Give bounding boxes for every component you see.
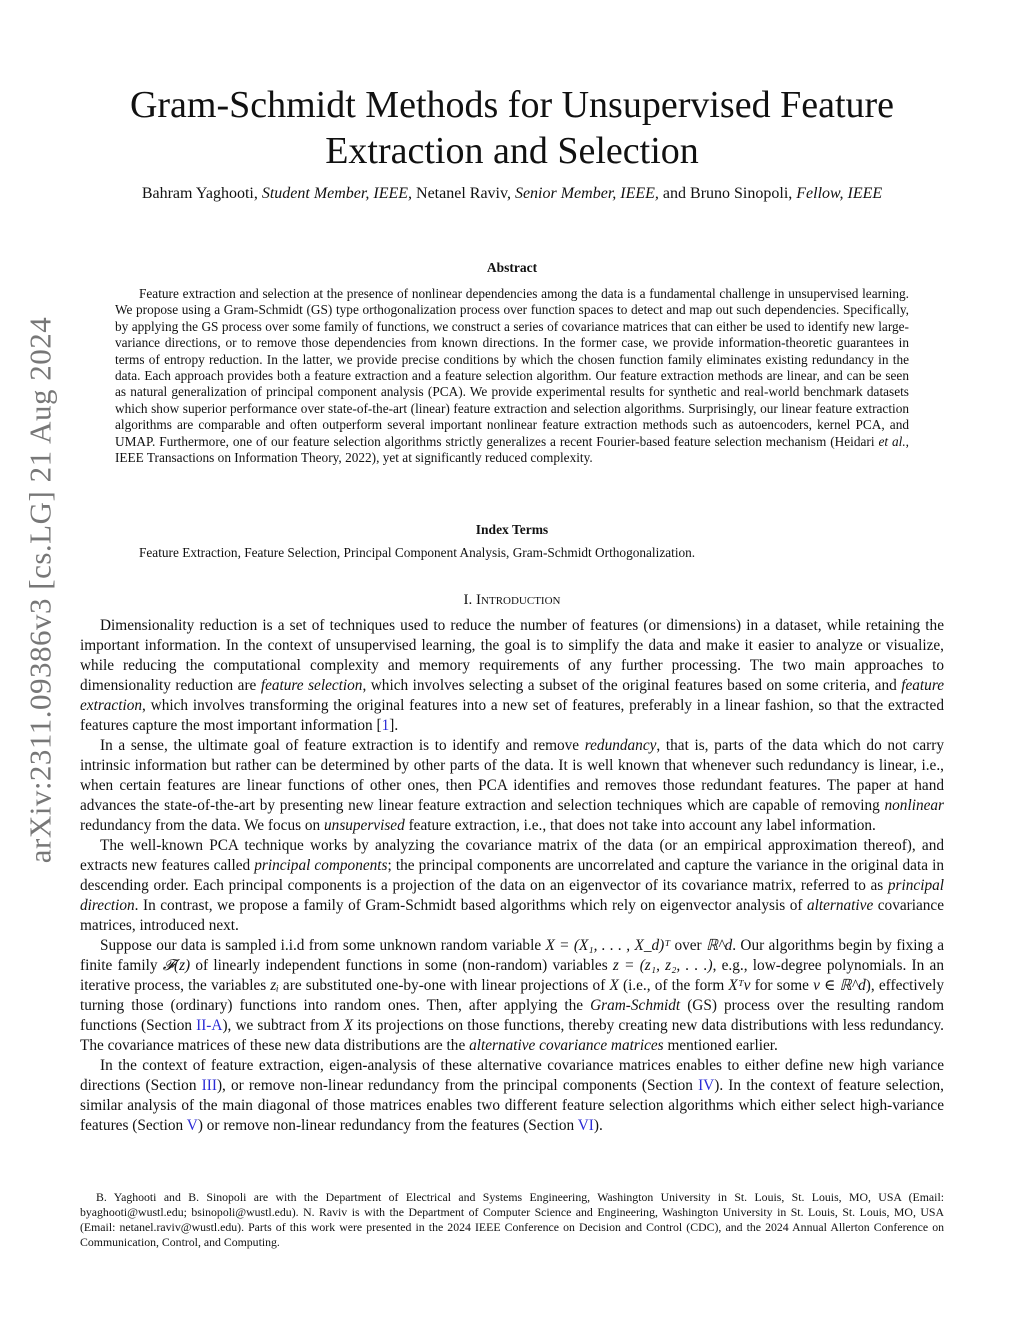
index-terms-heading: Index Terms [475,522,549,537]
math-inline: 𝓕(z) [162,957,191,974]
arxiv-sidebar [10,230,70,950]
arxiv-identifier: arXiv:2311.09386v3 [cs.LG] 21 Aug 2024 [22,316,58,864]
math-inline: zᵢ [270,977,279,994]
section-heading-introduction: I. Introduction [463,592,561,608]
math-inline: Xᵀν [728,977,751,994]
section-link-VI[interactable]: VI [577,1117,594,1134]
author-3-role: Fellow, IEEE [796,185,883,202]
citation-link-1[interactable]: 1 [381,717,390,734]
author-list [60,185,964,203]
section-link-III[interactable]: III [201,1077,217,1094]
math-inline: X [609,977,619,994]
math-inline: z = (z₁, z₂, . . .) [612,957,713,974]
section-link-IV[interactable]: IV [698,1077,715,1094]
author-conjunction: and [662,185,687,202]
intro-paragraph-4: Suppose our data is sampled i.i.d from some unknown random variable X = (X₁, . . . , X_d)ᵀ over ℝ^d. Our algorithms begin by fixing a finite family 𝓕(z) of linearly independent functions in some (non-random) variables z = (z₁, z₂, . . .), e.g., low-degree polynomials. In an iterative process, the variables zᵢ are substituted one-by-one with linear projections of X (i.e., of the form Xᵀν for some ν ∈ ℝ^d), effectively turning those (ordinary) functions into random ones. Then, after applying the Gram-Schmidt (GS) process over the resulting random functions (Section II-A), we subtract from X its projections on those functions, thereby creating new data distributions with less redundancy. The covariance matrices of these new data distributions are the alternative covariance matrices mentioned earlier. [80,937,944,1054]
index-terms-text: Feature Extraction, Feature Selection, Principal Component Analysis, Gram-Schmidt Orthogonalization. [139,545,696,560]
intro-paragraph-1: Dimensionality reduction is a set of techniques used to reduce the number of features (or dimensions) in a dataset, while retaining the important information. In the context of unsupervised learning, the goal is to simplify the data and make it easier to analyze or visualize, while reducing the computational complexity and memory requirements of any further processing. The two main approaches to dimensionality reduction are feature selection, which involves selecting a subset of the original features based on some criteria, and feature extraction, which involves transforming the original features into a new set of features, preferably in a linear fashion, so that the extracted features capture the most important information [1]. [80,617,944,734]
author-2-name: Netanel Raviv, [416,185,511,202]
section-link-II-A[interactable]: II-A [196,1017,223,1034]
abstract-text: Feature extraction and selection at the presence of nonlinear dependencies among the data is a fundamental challenge in unsupervised learning. We propose using a Gram-Schmidt (GS) type orthogonalization process over function spaces to detect and map out such dependencies. Specifically, by applying the GS process over some family of functions, we construct a series of covariance matrices that can either be used to identify new large-variance directions, or to remove those dependencies from known directions. In the former case, we provide information-theoretic guarantees in terms of entropy reduction. In the latter, we provide precise conditions by which the chosen function family eliminates existing redundancy in the data. Each approach provides both a feature extraction and a feature selection algorithm. Our feature extraction methods are linear, and can be seen as natural generalization of principal component analysis (PCA). We provide experimental results for synthetic and real-world benchmark datasets which show superior performance over state-of-the-art (linear) feature extraction and selection algorithms. Surprisingly, our linear feature extraction algorithms are comparable and often outperform several important nonlinear feature extraction methods such as autoencoders, kernel PCA, and UMAP. Furthermore, one of our feature selection algorithms strictly generalizes a recent Fourier-based feature selection mechanism (Heidari et al., IEEE Transactions on Information Theory, 2022), yet at significantly reduced complexity. [115,286,909,466]
math-inline: ℝ^d [706,937,733,954]
affiliation-footnote: B. Yaghooti and B. Sinopoli are with the Department of Electrical and Systems Engineering, Washington University in St. Louis, St. Louis, MO, USA (Email: byaghooti@wustl.edu; bsinopoli@wustl.edu). N. Raviv is with the Department of Computer Science and Engineering, Washington University in St. Louis, St. Louis, MO, USA (Email: netanel.raviv@wustl.edu). Parts of this work were presented in the 2024 IEEE Conference on Decision and Control (CDC), and the 2024 Annual Allerton Conference on Communication, Control, and Computing. [80,1190,944,1249]
abstract-heading: Abstract [486,260,538,275]
intro-paragraph-2: In a sense, the ultimate goal of feature extraction is to identify and remove redundancy, that is, parts of the data which do not carry intrinsic information but rather can be determined by other parts of the data. It is well known that whenever such redundancy is linear, i.e., when certain features are linear functions of other ones, then PCA identifies and removes those redundant features. The paper at hand advances the state-of-the-art by presenting new linear feature extraction and selection techniques which are capable of removing nonlinear redundancy from the data. We focus on unsupervised feature extraction, i.e., that does not take into account any label information. [80,737,944,834]
intro-paragraph-5: In the context of feature extraction, eigen-analysis of these alternative covariance matrices enables to either define new high variance directions (Section III), or remove non-linear redundancy from the principal components (Section IV). In the context of feature selection, similar analysis of the main diagonal of those matrices enables two different feature selection algorithms which either select high-variance features (Section V) or remove non-linear redundancy from the features (Section VI). [80,1057,944,1134]
author-1-role: Student Member, IEEE, [261,185,413,202]
math-inline: ν ∈ ℝ^d [813,977,866,994]
intro-paragraph-3: The well-known PCA technique works by analyzing the covariance matrix of the data (or an empirical approximation thereof), and extracts new features called principal components; the principal components are uncorrelated and capture the variance in the original data in descending order. Each principal components is a projection of the data on an eigenvector of its covariance matrix, referred to as principal direction. In contrast, we propose a family of Gram-Schmidt based algorithms which rely on eigenvector analysis of alternative covariance matrices, introduced next. [80,837,945,934]
math-inline: X [343,1017,354,1034]
author-1-name: Bahram Yaghooti, [141,185,258,202]
introduction-body [80,616,944,1136]
author-3-name: Bruno Sinopoli, [690,185,793,202]
section-link-V[interactable]: V [186,1117,198,1134]
author-2-role: Senior Member, IEEE, [514,185,659,202]
paper-title: Gram-Schmidt Methods for Unsupervised Feature Extraction and Selection [129,84,895,172]
math-inline: X = (X₁, . . . , X_d)ᵀ [545,937,671,954]
